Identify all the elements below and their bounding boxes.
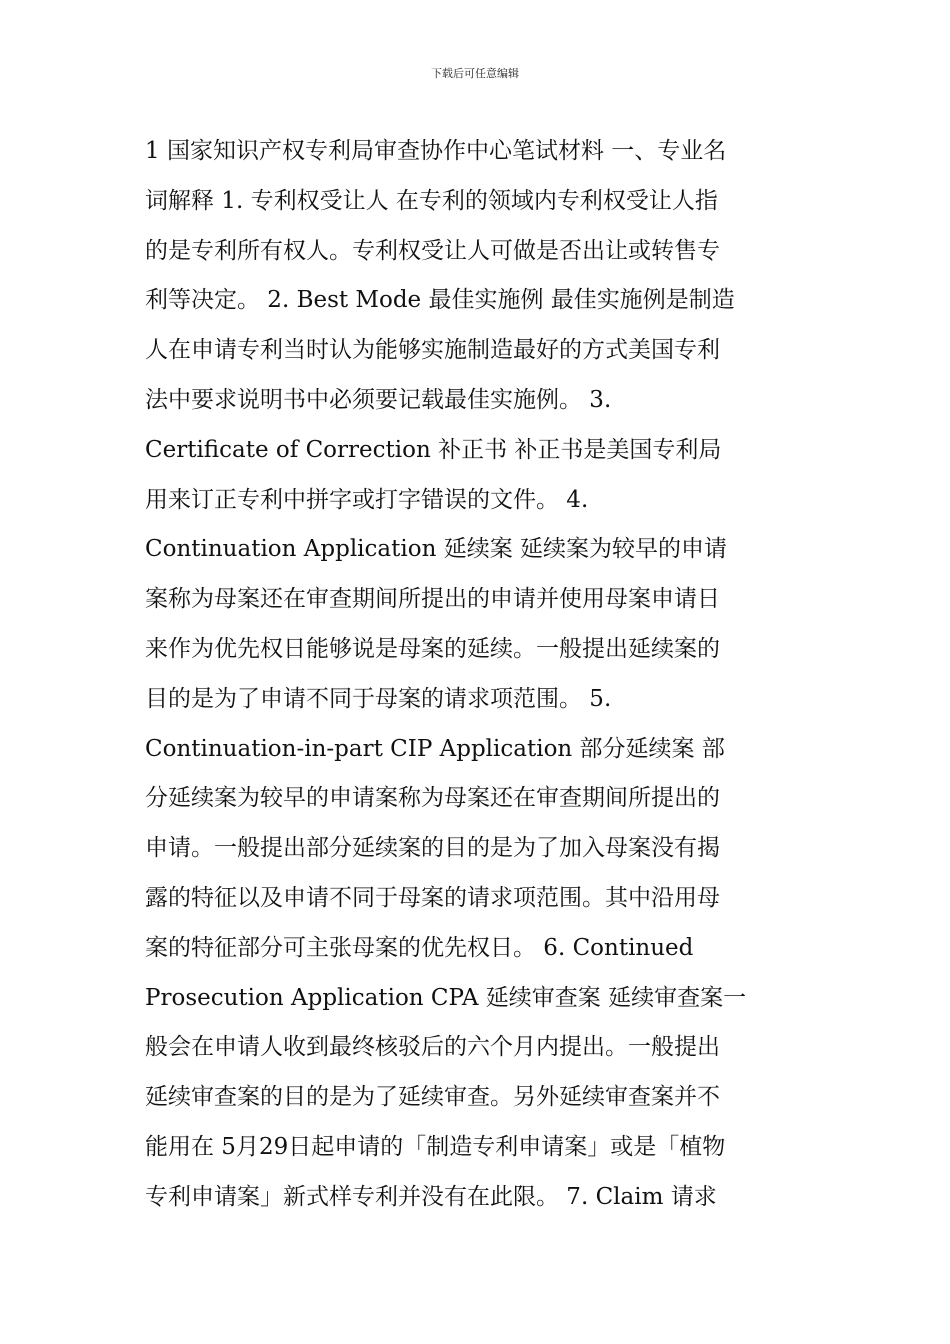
text-line: 利等决定。 2. Best Mode 最佳实施例 最佳实施例是制造	[145, 287, 735, 314]
text-line: Prosecution Application CPA 延续审查案 延续审查案一	[145, 984, 747, 1011]
text-line: 露的特征以及申请不同于母案的请求项范围。其中沿用母	[145, 884, 720, 911]
text-line: 用来订正专利中拼字或打字错误的文件。 4.	[145, 486, 589, 513]
text-line: 延续审查案的目的是为了延续审查。另外延续审查案并不	[145, 1084, 720, 1111]
text-line: 1 国家知识产权专利局审查协作中心笔试材料 一、专业名	[145, 138, 727, 164]
text-line: 专利申请案」新式样专利并没有在此限。 7. Claim 请求	[145, 1183, 717, 1210]
text-line: 目的是为了申请不同于母案的请求项范围。 5.	[145, 685, 612, 712]
text-line: 般会在申请人收到最终核驳后的六个月内提出。一般提出	[145, 1034, 720, 1061]
text-line: 能用在 5月29日起申请的「制造专利申请案」或是「植物	[145, 1133, 726, 1160]
text-line: 来作为优先权日能够说是母案的延续。一般提出延续案的	[145, 635, 720, 662]
text-line: 案称为母案还在审查期间所提出的申请并使用母案申请日	[145, 586, 720, 613]
text-line: 案的特征部分可主张母案的优先权日。 6. Continued	[145, 934, 694, 961]
text-line: 人在申请专利当时认为能够实施制造最好的方式美国专利	[145, 337, 720, 364]
text-line: Continuation-in-part CIP Application 部分延续案 部	[145, 735, 725, 762]
text-line: 的是专利所有权人。专利权受让人可做是否出让或转售专	[145, 237, 720, 264]
text-line: Continuation Application 延续案 延续案为较早的申请	[145, 536, 728, 563]
page-header: 下载后可任意编辑	[431, 67, 519, 80]
text-line: Certificate of Correction 补正书 补正书是美国专利局	[145, 436, 722, 463]
document-body	[145, 127, 805, 1223]
text-line: 词解释 1. 专利权受让人 在专利的领域内专利权受让人指	[145, 187, 718, 214]
text-line: 法中要求说明书中必须要记载最佳实施例。 3.	[145, 386, 612, 413]
text-line: 分延续案为较早的申请案称为母案还在审查期间所提出的	[145, 785, 720, 812]
text-line: 申请。一般提出部分延续案的目的是为了加入母案没有揭	[145, 835, 720, 862]
